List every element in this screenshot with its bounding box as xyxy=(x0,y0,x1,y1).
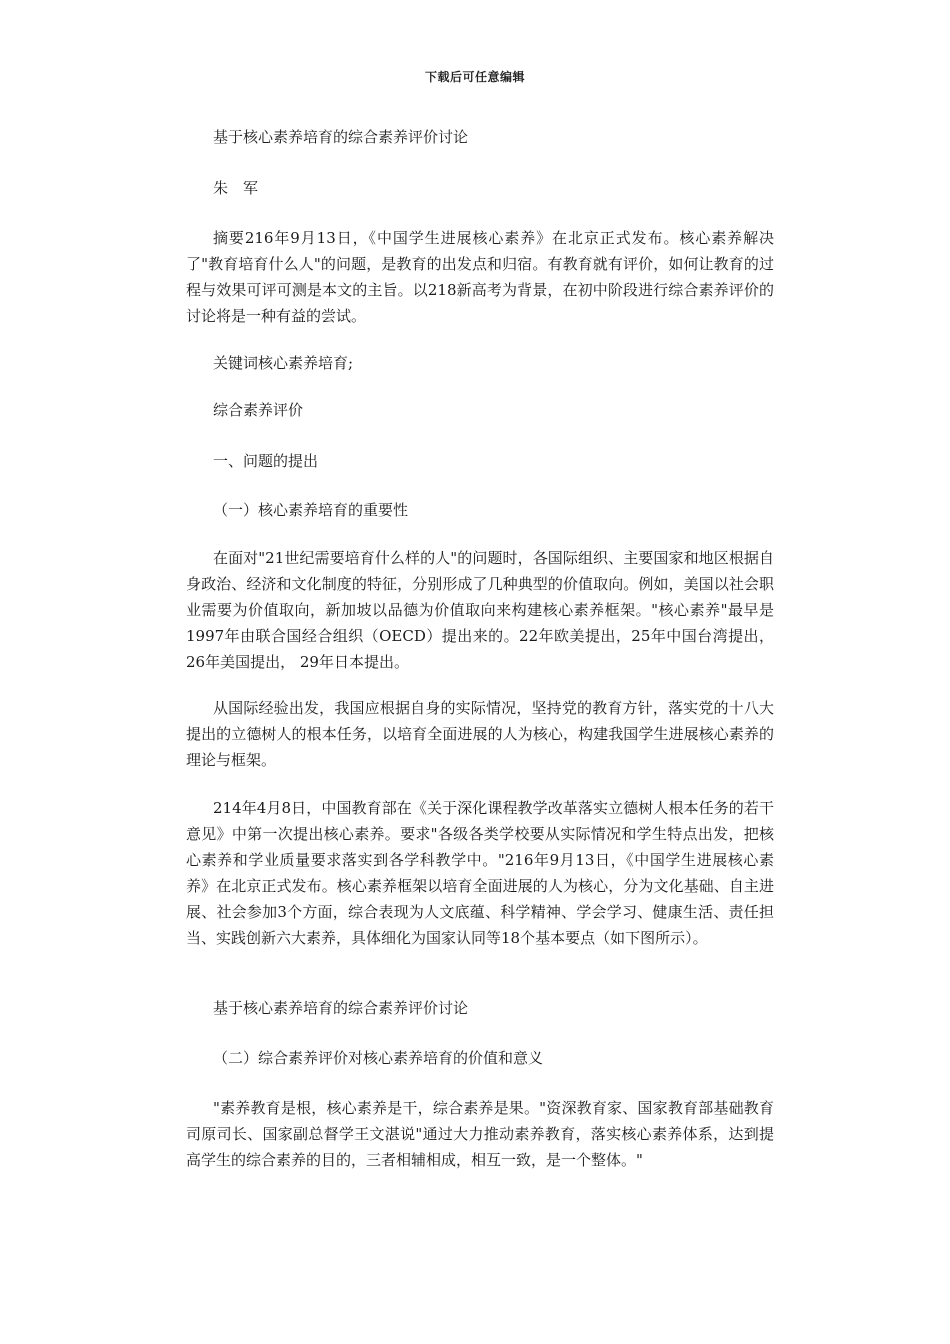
repeat-title: 基于核心素养培育的综合素养评价讨论 xyxy=(213,999,469,1017)
body-paragraph-3: 214年4月8日，中国教育部在《关于深化课程教学改革落实立德树人根本任务的若干意见》中第一次提出核心素养。要求"各级各类学校要从实际情况和学生特点出发，把核心素养和学业质量要求落实到各学科教学中。"216年9月13日，《中国学生进展核心素养》在北京正式发布。核心素养框架以培育全面进展的人为核心，分为文化基础、自主进展、社会参加3个方面，综合表现为人文底蕴、科学精神、学会学习、健康生活、责任担当、实践创新六大素养，具体细化为国家认同等18个基本要点（如下图所示）。 xyxy=(186,799,774,947)
article-author: 朱 军 xyxy=(213,179,259,197)
body-paragraph-4: "素养教育是根，核心素养是干，综合素养是果。"资深教育家、国家教育部基础教育司原司长、国家副总督学王文湛说"通过大力推动素养教育，落实核心素养体系，达到提高学生的综合素养的目的，三者相辅相成，相互一致，是一个整体。" xyxy=(186,1099,774,1169)
subsection-heading-2: （二）综合素养评价对核心素养培育的价值和意义 xyxy=(213,1049,544,1067)
article-title: 基于核心素养培育的综合素养评价讨论 xyxy=(213,128,469,146)
body-paragraph-1: 在面对"21世纪需要培育什么样的人"的问题时，各国际组织、主要国家和地区根据自身政治、经济和文化制度的特征，分别形成了几种典型的价值取向。例如，美国以社会职业需要为价值取向，新加坡以品德为价值取向来构建核心素养框架。"核心素养"最早是1997年由联合国经合组织（OECD）提出来的。22年欧美提出，25年中国台湾提出，26年美国提出， 29年日本提出。 xyxy=(186,549,774,671)
body-paragraph-2: 从国际经验出发，我国应根据自身的实际情况，坚持党的教育方针，落实党的十八大提出的立德树人的根本任务，以培育全面进展的人为核心，构建我国学生进展核心素养的理论与框架。 xyxy=(186,699,774,769)
keywords-line-2: 综合素养评价 xyxy=(213,401,304,419)
keywords-line-1: 关键词核心素养培育; xyxy=(213,354,354,372)
abstract-paragraph: 摘要216年9月13日，《中国学生进展核心素养》在北京正式发布。核心素养解决了"教育培育什么人"的问题，是教育的出发点和归宿。有教育就有评价，如何让教育的过程与效果可评可测是本文的主旨。以218新高考为背景，在初中阶段进行综合素养评价的讨论将是一种有益的尝试。 xyxy=(186,229,774,325)
page-header: 下载后可任意编辑 xyxy=(424,70,525,84)
section-heading-1: 一、问题的提出 xyxy=(213,452,319,470)
subsection-heading-1: （一）核心素养培育的重要性 xyxy=(213,501,409,519)
